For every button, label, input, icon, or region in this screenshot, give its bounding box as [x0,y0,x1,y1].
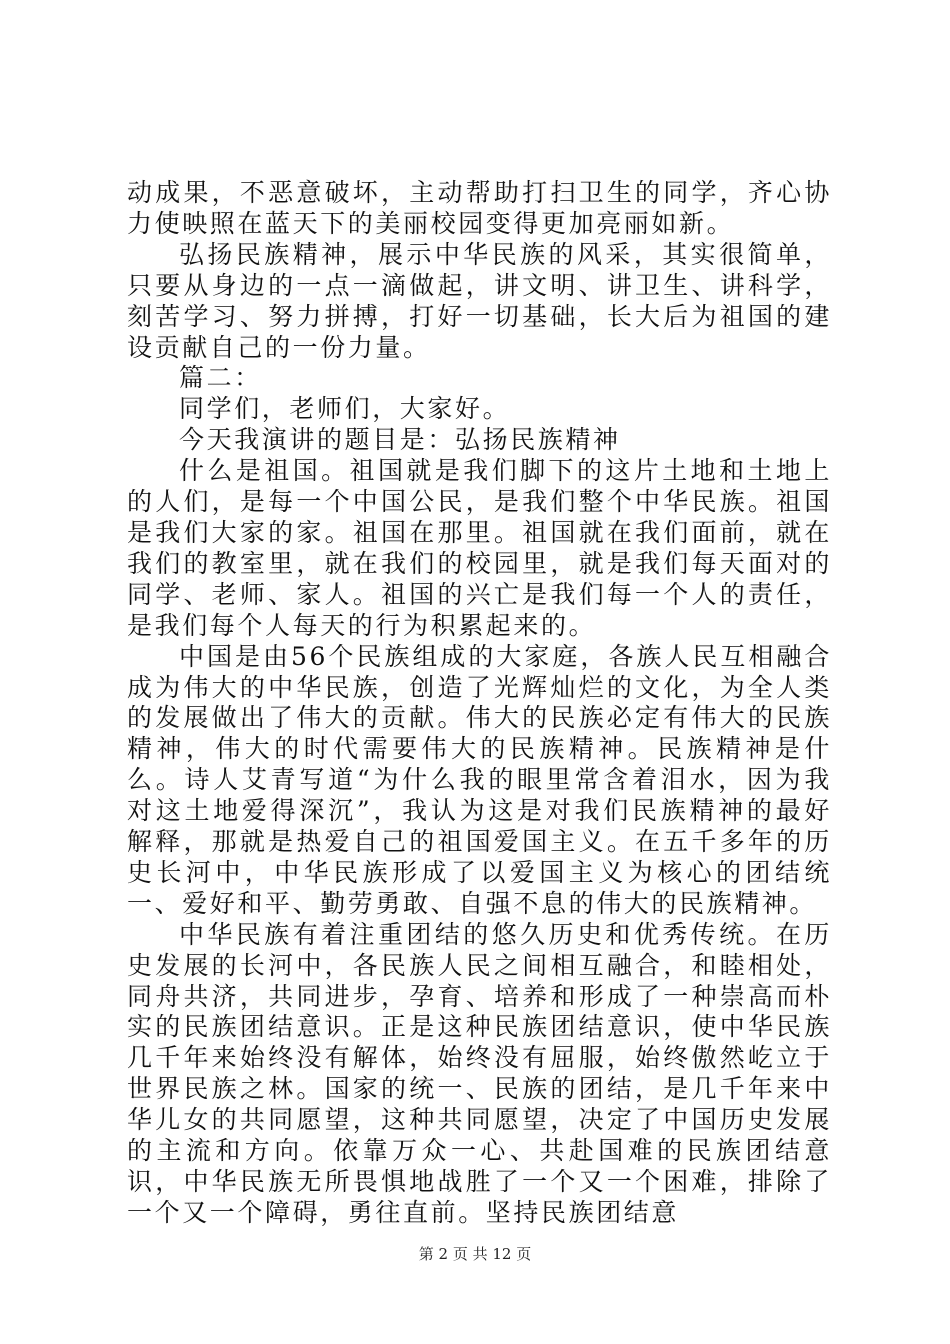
paragraph-1: 动成果，不恶意破坏，主动帮助打扫卫生的同学，齐心协力使映照在蓝天下的美丽校园变得更加亮丽如新。 [127,178,832,238]
paragraph-3: 篇二： [179,363,262,393]
document-body [127,178,832,1229]
paragraph-4: 同学们，老师们，大家好。 [179,394,511,424]
paragraph-6: 什么是祖国。祖国就是我们脚下的这片土地和土地上的人们，是每一个中国公民，是我们整个中华民族。祖国是我们大家的家。祖国在那里。祖国就在我们面前，就在我们的教室里，就在我们的校园里，就是我们每天面对的同学、老师、家人。祖国的兴亡是我们每一个人的责任，是我们每个人每天的行为积累起来的。 [127,456,832,640]
paragraph-2: 弘扬民族精神，展示中华民族的风采，其实很简单，只要从身边的一点一滴做起，讲文明、讲卫生、讲科学，刻苦学习、努力拼搏，打好一切基础，长大后为祖国的建设贡献自己的一份力量。 [127,239,832,362]
paragraph-5: 今天我演讲的题目是：弘扬民族精神 [179,425,621,455]
paragraph-8: 中华民族有着注重团结的悠久历史和优秀传统。在历史发展的长河中，各民族人民之间相互融合，和睦相处，同舟共济，共同进步，孕育、培养和形成了一种崇高而朴实的民族团结意识。正是这种民族团结意识，使中华民族几千年来始终没有解体，始终没有屈服，始终傲然屹立于世界民族之林。国家的统一、民族的团结，是几千年来中华儿女的共同愿望，这种共同愿望，决定了中国历史发展的主流和方向。依靠万众一心、共赴国难的民族团结意识，中华民族无所畏惧地战胜了一个又一个困难，排除了一个又一个障碍，勇往直前。坚持民族团结意 [127,919,832,1227]
paragraph-7: 中国是由56个民族组成的大家庭，各族人民互相融合成为伟大的中华民族，创造了光辉灿烂的文化，为全人类的发展做出了伟大的贡献。伟大的民族必定有伟大的民族精神，伟大的时代需要伟大的民族精神。民族精神是什么。诗人艾青写道“为什么我的眼里常含着泪水，因为我对这土地爱得深沉”，我认为这是对我们民族精神的最好解释，那就是热爱自己的祖国爱国主义。在五千多年的历史长河中，中华民族形成了以爱国主义为核心的团结统一、爱好和平、勤劳勇敢、自强不息的伟大的民族精神。 [127,641,832,918]
page-number-footer: 第 2 页 共 12 页 [418,1245,532,1263]
